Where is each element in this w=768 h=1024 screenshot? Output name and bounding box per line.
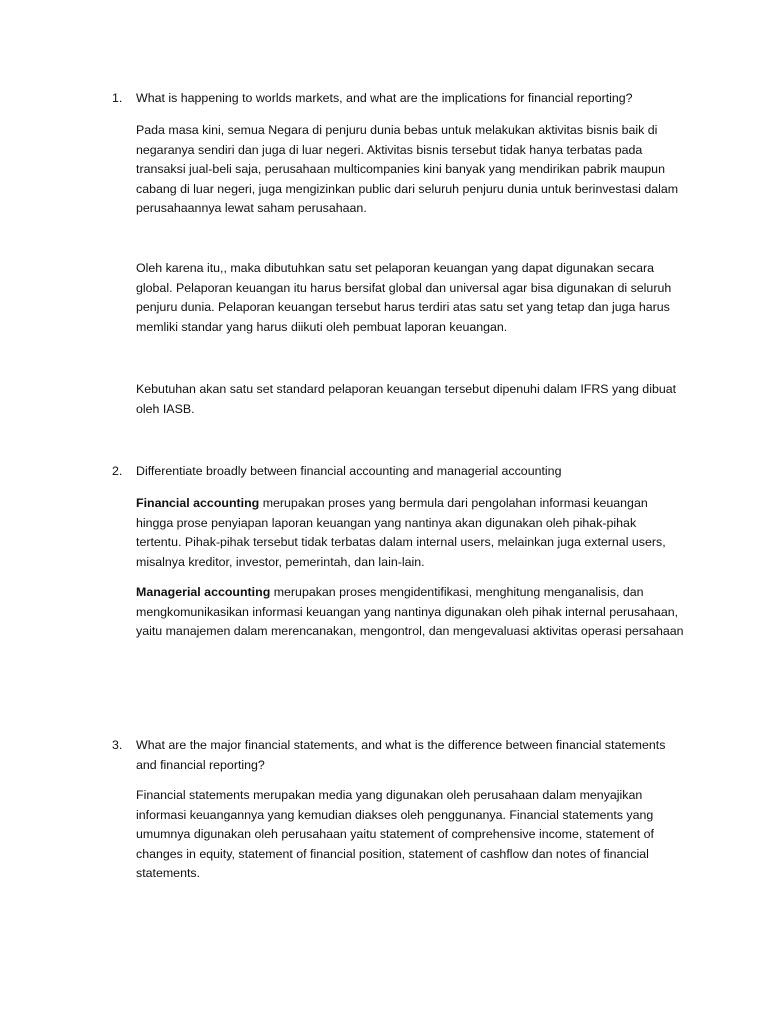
question-text: Differentiate broadly between financial accounting and managerial accounting — [136, 464, 562, 478]
answer-paragraph: Oleh karena itu,, maka dibutuhkan satu set pelaporan keuangan yang dapat digunakan secara global. Pelaporan keuangan itu harus bersifat global dan universal agar bisa digunakan di seluruh penjuru dunia. Pelaporan keuangan tersebut harus terdiri atas satu set yang tetap dan juga harus memliki standar yang harus diikuti oleh pembuat laporan keuangan. — [136, 261, 672, 334]
question-number: 2. — [112, 464, 123, 478]
term-managerial-accounting: Managerial accounting — [136, 585, 271, 599]
answer-paragraph — [136, 494, 684, 572]
question-number: 1. — [112, 91, 123, 105]
answer-paragraph: Pada masa kini, semua Negara di penjuru dunia bebas untuk melakukan aktivitas bisnis baik di negaranya sendiri dan juga di luar negeri. Aktivitas bisnis tersebut tidak hanya terbatas pada transaksi jual-beli saja, perusahaan multicompanies kini banyak yang mendirikan pabrik maupun cabang di luar negeri, juga mengizinkan public dari seluruh penjuru dunia untuk berinvestasi dalam perusahaannya lewat saham perusahaan. — [136, 123, 679, 215]
answer-paragraph — [136, 583, 684, 642]
question-1 — [112, 89, 672, 109]
term-financial-accounting: Financial accounting — [136, 496, 260, 510]
question-text: What is happening to worlds markets, and what are the implications for financial reporting? — [136, 91, 633, 105]
question-3 — [112, 736, 672, 775]
term-definition: merupakan proses yang bermula dari pengolahan informasi keuangan hingga prose penyiapan laporan keuangan yang nantinya akan digunakan oleh pihak-pihak tertentu. Pihak-pihak tersebut tidak terbatas dalam internal users, melainkan juga external users, misalnya kreditor, investor, pemerintah, dan lain-lain. — [136, 496, 666, 569]
question-text: What are the major financial statements, and what is the difference between financial statements and financial reporting? — [136, 738, 666, 772]
question-2 — [112, 462, 672, 482]
question-number: 3. — [112, 738, 123, 752]
term-definition: merupakan proses mengidentifikasi, menghitung menganalisis, dan mengkomunikasikan informasi keuangan yang nantinya digunakan oleh pihak internal perusahaan, yaitu manajemen dalam merencanakan, mengontrol, dan mengevaluasi aktivitas operasi persahaan — [136, 585, 684, 638]
answer-paragraph: Kebutuhan akan satu set standard pelaporan keuangan tersebut dipenuhi dalam IFRS yang dibuat oleh IASB. — [136, 382, 677, 416]
answer-paragraph: Financial statements merupakan media yang digunakan oleh perusahaan dalam menyajikan informasi keuangannya yang kemudian diakses oleh penggunanya. Financial statements yang umumnya digunakan oleh perusahaan yaitu statement of comprehensive income, statement of changes in equity, statement of financial position, statement of cashflow dan notes of financial statements. — [136, 788, 654, 880]
